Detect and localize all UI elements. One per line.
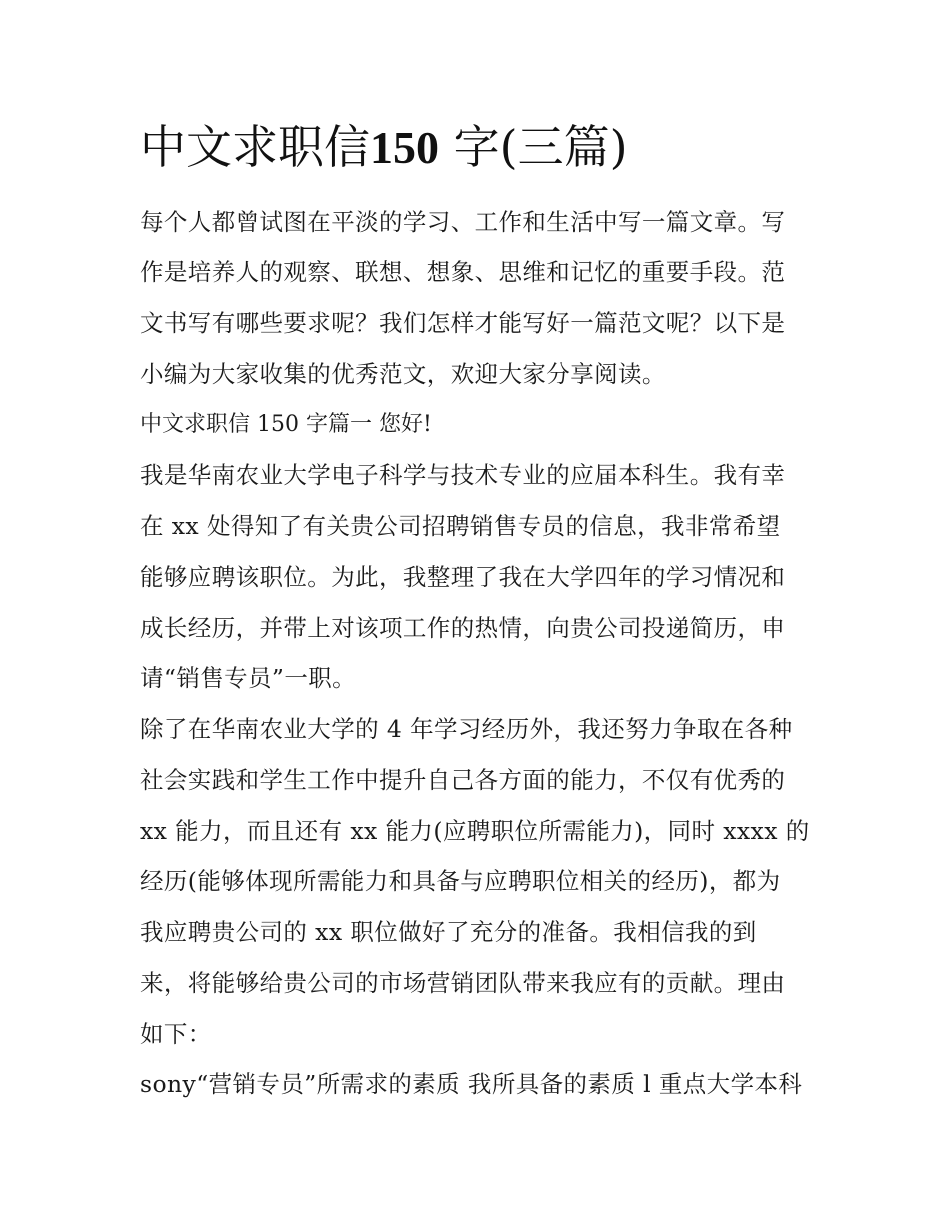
section-heading-line: 中文求职信 150 字篇一 您好!: [140, 412, 432, 437]
paragraph-line-7: 在 xx 处得知了有关贵公司招聘销售专员的信息，我非常希望: [140, 512, 781, 540]
paragraph-line-10: 请“销售专员”一职。: [140, 664, 357, 692]
paragraph-line-13: xx 能力，而且还有 xx 能力(应聘职位所需能力)，同时 xxxx 的: [140, 817, 810, 845]
title-prefix: 中文求职信: [140, 120, 370, 174]
document-title: [140, 118, 840, 177]
paragraph-line-12: 社会实践和学生工作中提升自己各方面的能力，不仅有优秀的: [140, 766, 786, 794]
paragraph-line-2: 作是培养人的观察、联想、想象、思维和记忆的重要手段。范: [140, 258, 786, 286]
paragraph-line-9: 成长经历，并带上对该项工作的热情，向贵公司投递简历，申: [140, 614, 786, 642]
paragraph-line-4: 小编为大家收集的优秀范文，欢迎大家分享阅读。: [140, 360, 666, 388]
paragraph-line-15: 我应聘贵公司的 xx 职位做好了充分的准备。我相信我的到: [140, 918, 757, 946]
paragraph-line-18: sony“营销专员”所需求的素质 我所具备的素质 l 重点大学本科: [140, 1070, 803, 1098]
paragraph-line-11: 除了在华南农业大学的 4 年学习经历外，我还努力争取在各种: [140, 715, 793, 743]
paragraph-line-1: 每个人都曾试图在平淡的学习、工作和生活中写一篇文章。写: [140, 208, 786, 236]
paragraph-line-16: 来，将能够给贵公司的市场营销团队带来我应有的贡献。理由: [140, 969, 786, 997]
paragraph-line-8: 能够应聘该职位。为此，我整理了我在大学四年的学习情况和: [140, 563, 786, 591]
paragraph-line-6: 我是华南农业大学电子科学与技术专业的应届本科生。我有幸: [140, 461, 786, 489]
paragraph-line-14: 经历(能够体现所需能力和具备与应聘职位相关的经历)，都为: [140, 867, 781, 895]
title-number: 150: [370, 122, 439, 173]
title-suffix: 字(三篇): [453, 120, 628, 174]
paragraph-line-3: 文书写有哪些要求呢？我们怎样才能写好一篇范文呢？以下是: [140, 309, 786, 337]
paragraph-line-17: 如下：: [140, 1020, 212, 1048]
